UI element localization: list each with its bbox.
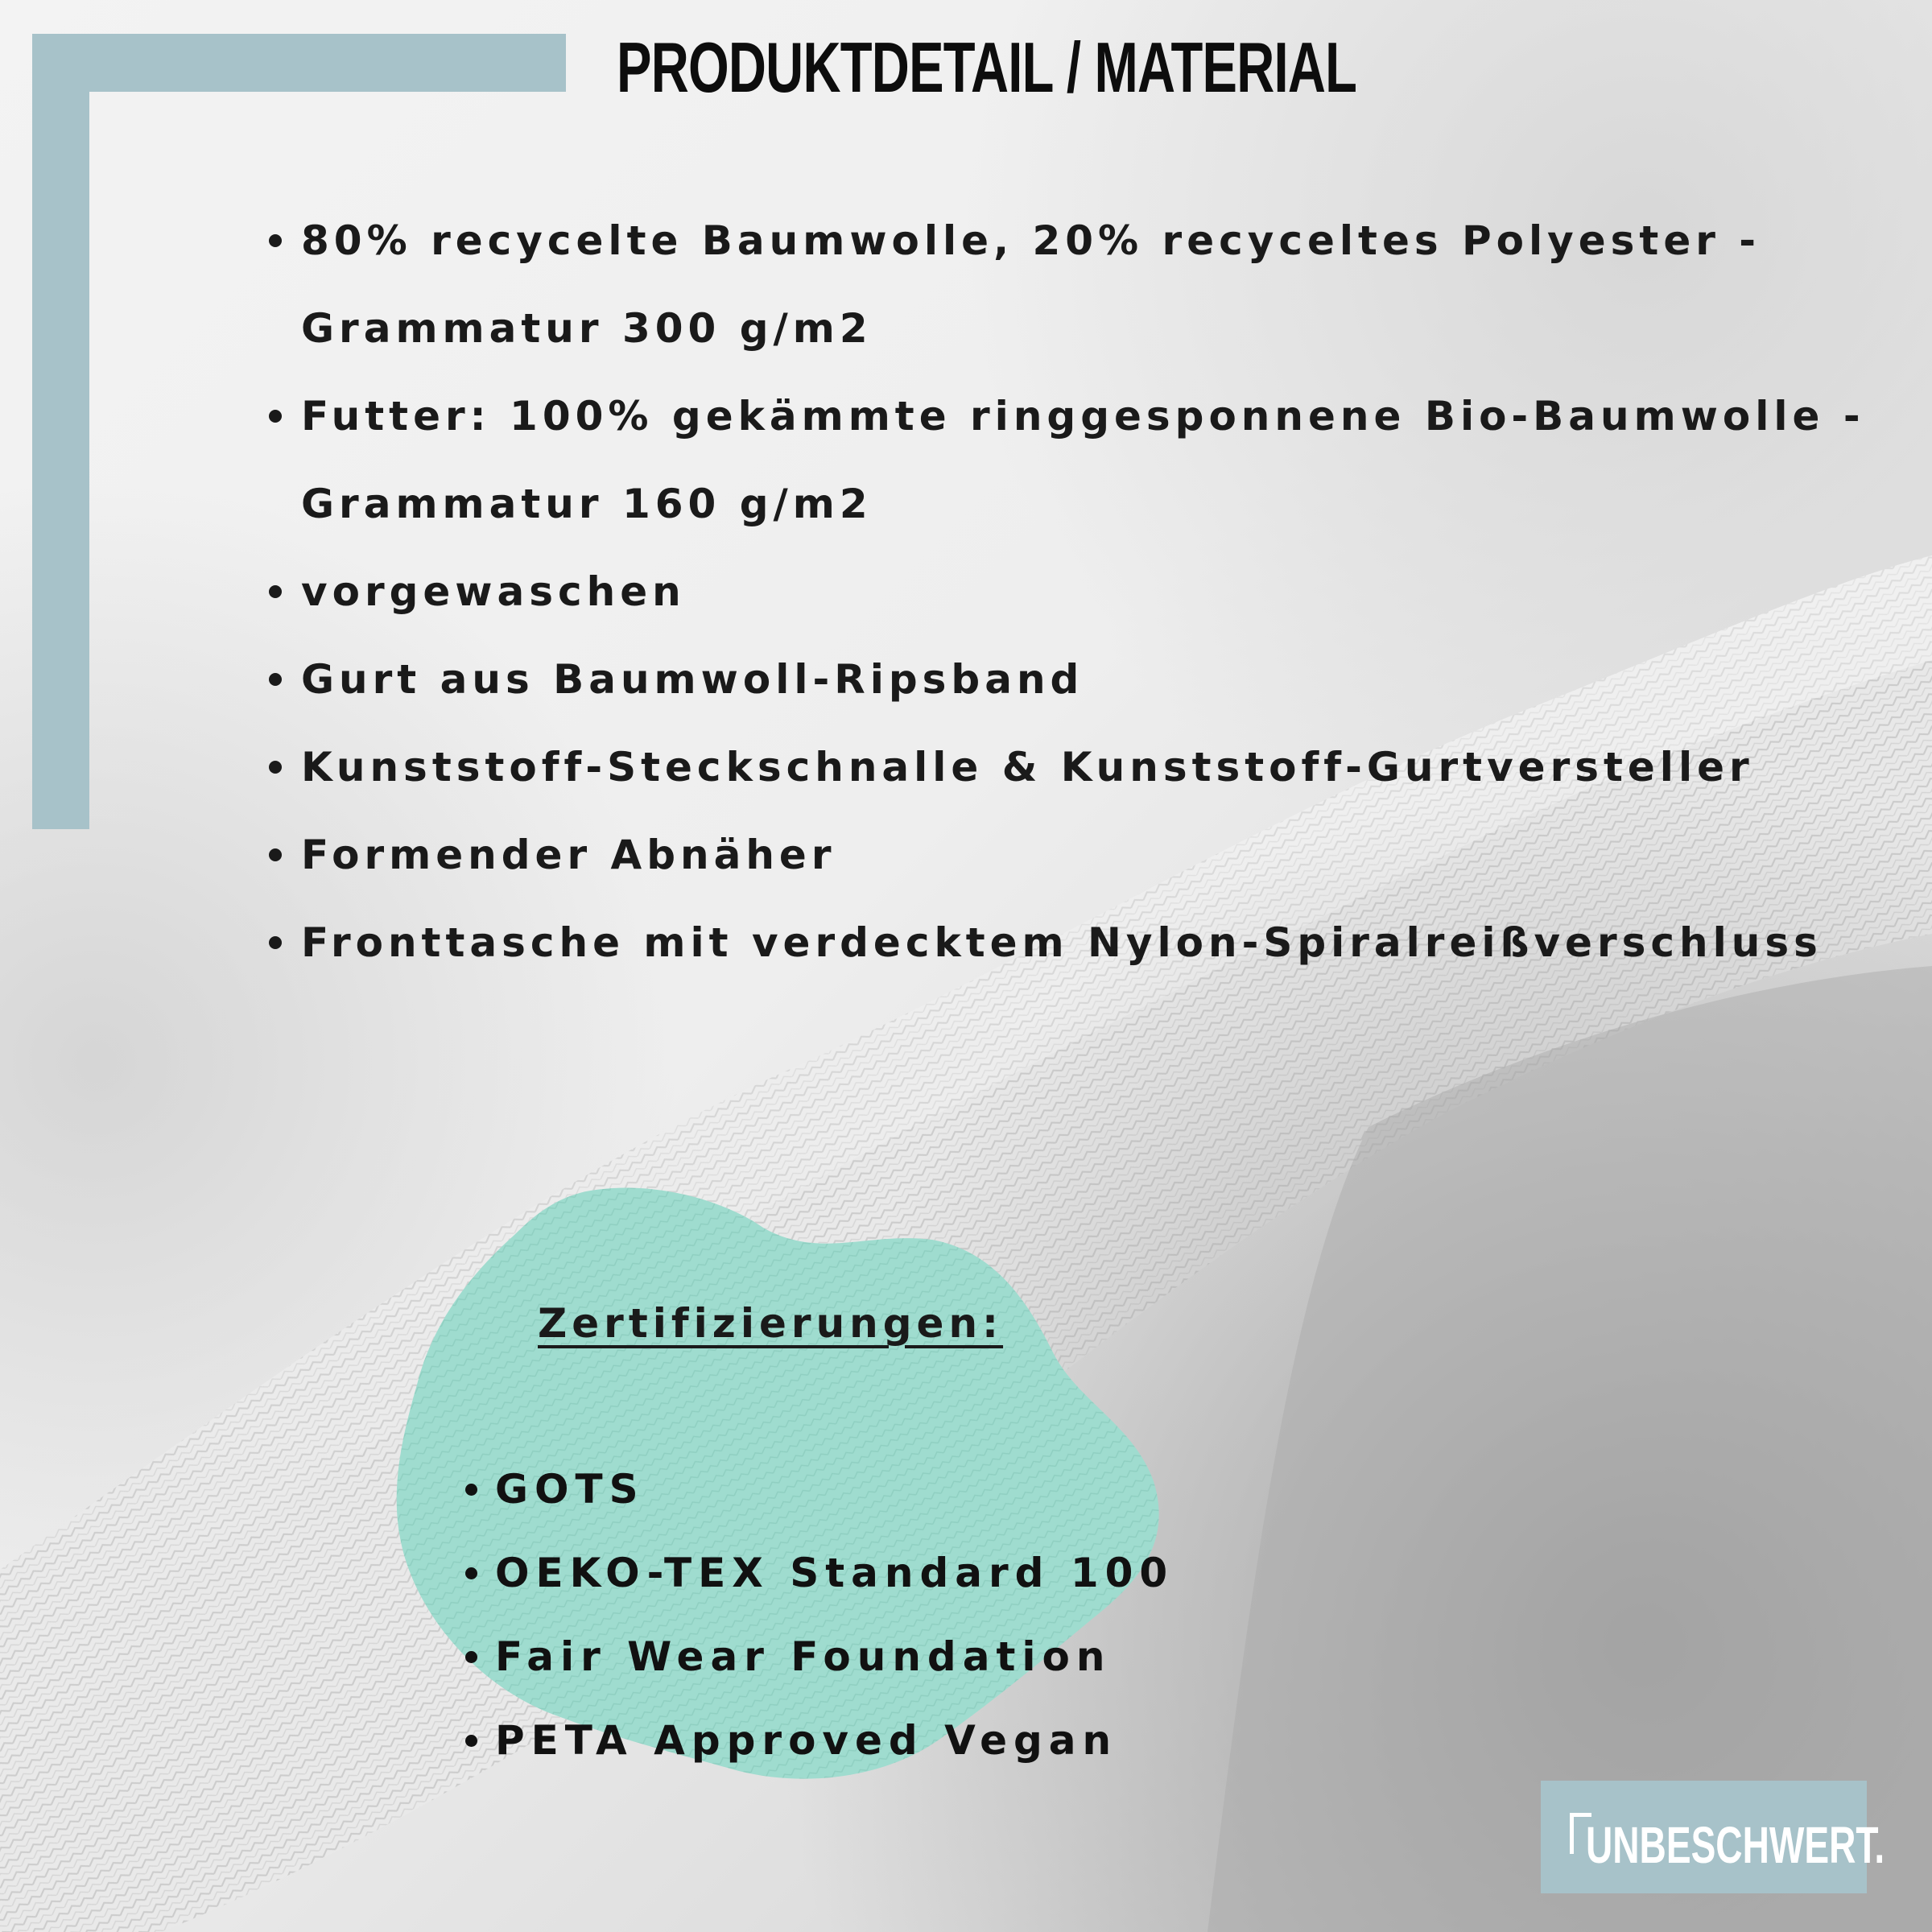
certification-item-text: Fair Wear Foundation	[495, 1633, 1112, 1680]
bullet-dot-icon	[465, 1735, 477, 1747]
bullet-dot-icon	[269, 848, 282, 861]
bullet-dot-icon	[269, 936, 282, 949]
material-list	[259, 197, 1865, 987]
certification-item-text: GOTS	[495, 1466, 645, 1513]
page-title: PRODUKTDETAIL / MATERIAL	[617, 27, 1357, 107]
material-item	[259, 373, 1865, 548]
certification-item	[459, 1699, 1119, 1782]
material-item-text: Gurt aus Baumwoll-Ripsband	[301, 656, 1084, 703]
brand-logo	[1541, 1781, 1885, 1893]
bullet-dot-icon	[269, 673, 282, 686]
bullet-dot-icon	[269, 234, 282, 247]
certification-item-text: OEKO-TEX Standard 100	[495, 1550, 1174, 1596]
bullet-dot-icon	[269, 585, 282, 598]
certification-item	[459, 1531, 1174, 1615]
material-item-text-continued: Grammatur 160 g/m2	[301, 481, 873, 527]
material-item-text: Formender Abnäher	[301, 832, 836, 878]
certifications-list	[459, 1447, 1174, 1782]
bullet-dot-icon	[269, 410, 282, 423]
material-item-text: Fronttasche mit verdecktem Nylon-Spiralreißverschluss	[301, 919, 1823, 966]
material-item	[259, 636, 1628, 724]
certifications-heading: Zertifizierungen:	[538, 1300, 1004, 1347]
bullet-dot-icon	[465, 1567, 477, 1579]
material-item	[259, 197, 1761, 373]
material-item	[259, 899, 1823, 987]
material-item	[259, 811, 1628, 899]
brand-logo-text: UNBESCHWERT.	[1586, 1816, 1885, 1874]
bullet-dot-icon	[269, 761, 282, 774]
material-item	[259, 548, 1628, 636]
material-item-text: Futter: 100% gekämmte ringgesponnene Bio-Baumwolle -	[301, 393, 1865, 440]
bullet-dot-icon	[465, 1651, 477, 1663]
material-item-text-continued: Grammatur 300 g/m2	[301, 305, 873, 352]
certification-item	[459, 1447, 1119, 1531]
certification-item	[459, 1615, 1119, 1699]
bullet-dot-icon	[465, 1484, 477, 1496]
certification-item-text: PETA Approved Vegan	[495, 1717, 1118, 1764]
material-item-text: Kunststoff-Steckschnalle & Kunststoff-Gurtversteller	[301, 744, 1754, 791]
material-item	[259, 724, 1754, 811]
material-item-text: vorgewaschen	[301, 568, 686, 615]
material-item-text: 80% recycelte Baumwolle, 20% recyceltes Polyester -	[301, 217, 1761, 264]
